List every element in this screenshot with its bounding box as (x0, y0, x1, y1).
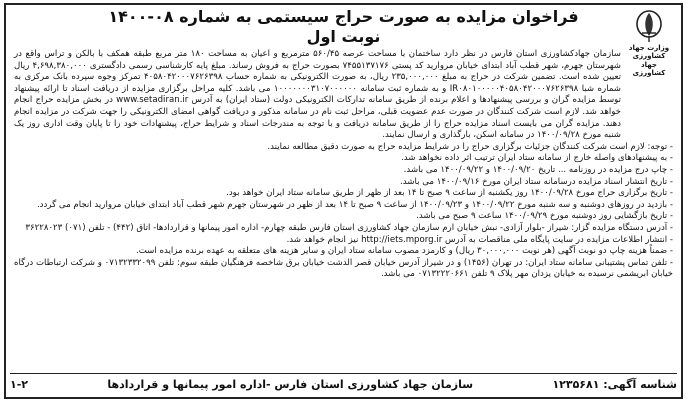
logo-org-name: جهاد کشاورزی (632, 61, 666, 77)
list-item: - انتشار اطلاعات مزایده در سایت پایگاه ملی مناقصات به آدرس http://iets.mporg.ir نیز انجام خواهد شد. (286, 234, 673, 245)
list-item: - تاریخ بازگشایی روز دوشنبه مورخ ۱۴۰۰/۰۹/۲۹ ساعت ۹ صبح می باشد. (416, 211, 673, 222)
list-item: - توجه: لازم است شرکت کنندگان جزئیات برگزاری حراج را در شرایط مزایده حراج به صورت دقیق مطالعه نمایند. (267, 141, 673, 152)
list-item: - تلفن تماس پشتیبانی سامانه ستاد ایران: در تهران (۱۴۵۶) و در شیراز آدرس خیابان قصر الدشت خیابان برق شاخصه فرهنگیان طبقه سوم: تلفن ۰۷۱۳۲۳۳۲۰۹۹ و شرکت ارتباطات درگاه خیابان ابریشمی نرسیده به خیابان یزدان مهر پلاک ۹ تلفن ۰۷۱۳۲۲۲۰۶۶۱ می باشد. (14, 257, 673, 280)
list-item: - به پیشنهادهای واصله خارج از سامانه ستاد ایران ترتیب اثر داده نخواهد شد. (401, 153, 673, 164)
list-item: - آدرس دستگاه مزایده گزار: شیراز -بلوار آزادی- نبش خیابان ارم سازمان جهاد کشاورزی استان فارس طبقه چهارم- اداره امور پیمانها و قراردادها- اتاق (۴۴۲) - تلفن (۰۷۱) ۳۶۲۲۸۰۲۳ (25, 222, 673, 233)
list-item: - ضمناً هزینه چاپ دو نوبت آگهی (هر نوبت ۳۰,۰۰۰,۰۰۰ ریال) و کارمزد مصوب سامانه ستاد ایران و سایر هزینه های متعلقه به عهده برنده مزایده است. (136, 246, 673, 257)
list-item: - تاریخ انتشار اسناد مزایده درسامانه ستاد ایران مورخ ۱۴۰۰/۰۹/۱۶ می باشد. (400, 176, 673, 187)
notice-title: فراخوان مزایده به صورت حراج سیستمی به شماره ۰۸-۱۴۰۰ (108, 7, 579, 26)
page-number: ۱-۲ (10, 377, 29, 391)
notice-id: ۱۲۳۵۶۸۱ (552, 377, 600, 391)
intro-paragraph: سازمان جهادکشاورزی استان فارس در نظر دارد ساختمان با مساحت عرصه ۵۶۰/۴۵ مترمربع و اعیان به مساحت ۱۸۰ متر مربع طبقه همکف با بالکن و تراس واقع در شهرستان جهرم، شهر قطب آباد ابتدای خیابان مروارید کد پستی ۷۴۵۵۱۳۷۱۷۶ بصورت حراج به فروش رساند. مبلغ پایه کارشناسی رسمی دادگستری ۴,۶۹۸,۳۸۰,۰۰۰ ریال تعیین شده است. تضمین شرکت در حراج به مبلغ ۲۳۵,۰۰۰,۰۰۰ ریال، به صورت الکترونیکی به شماره حساب ۴۰۵۸۰۴۲۰۰۰۷۶۲۶۳۹۸ تمرکز وجوه سپرده بانک مرکزی به شماره شبا IR۰۸۰۱۰۰۰۰۰۴۰۵۸۰۴۲۰۰۰۷۶۲۶۳۹۸ و به شماره ثبت سامانه ۱۰۰۰۰۰۰۰۳۱۰۷۰۰۰۰۰۰ می باشد. کلیه مراحل برگزاری مزایده از دریافت اسناد تا ارائه پیشنهاد توسط مزایده گران و بررسی پیشنهادها و اعلام برنده از طریق سامانه تدارکات الکترونیکی دولت (ستاد ایران) به آدرس www.setadiran.ir در بخش مزایده حراج انجام خواهد شد. لازم است شرکت کنندگان در صورت عدم عضویت قبلی، مراحل ثبت نام در سامانه مذکور و دریافت گواهی امضای الکترونیکی را جهت شرکت در مزایده انجام دهند. مزایده گران می بایست اسناد مزایده حراج را از طریق سامانه دریافت و با توجه به مندرجات اسناد و شرایط حراج، پیشنهادات خود را تا پایان وقت اداری روز یک شنبه مورخ ۱۴۰۰/۰۹/۲۸ در سامانه اسکن، بارگذاری و ارسال نمایند. (14, 49, 622, 141)
list-item: - بازدید در روزهای دوشنبه و سه شنبه مورخ ۱۴۰۰/۰۹/۲۲ و ۱۴۰۰/۰۹/۲۳ از ساعت ۹ صبح تا ۱۴ بعد از ظهر در شهرستان جهرم شهر قطب آباد ابتدای خیابان مروارید انجام می گردد. (36, 199, 673, 210)
notice-frame (4, 3, 683, 399)
notice-id-block (552, 378, 677, 391)
footer-org: سازمان جهاد کشاورزی استان فارس -اداره امور پیمانها و قراردادها (107, 377, 474, 391)
header (66, 7, 621, 47)
notice-id-label: شناسه آگهی: (603, 377, 677, 391)
notice-body (14, 49, 673, 281)
logo-ministry: وزارت جهاد کشاورزی (628, 44, 670, 60)
footer (10, 373, 677, 394)
list-item: - تاریخ برگزاری حراج مورخ ۱۴۰۰/۰۹/۲۸ روز یکشنبه از ساعت ۹ صبح تا ۱۴ بعد از ظهر از طریق سامانه ستاد ایران خواهد بود. (226, 188, 673, 199)
ministry-emblem-icon (634, 9, 664, 43)
notice-round: نوبت اول (306, 27, 381, 46)
list-item: - چاپ درج مزایده در روزنامه ... تاریخ ۱۴۰۰/۰۹/۲۰ و ۱۴۰۰/۰۹/۲۲ می باشد. (403, 164, 673, 175)
